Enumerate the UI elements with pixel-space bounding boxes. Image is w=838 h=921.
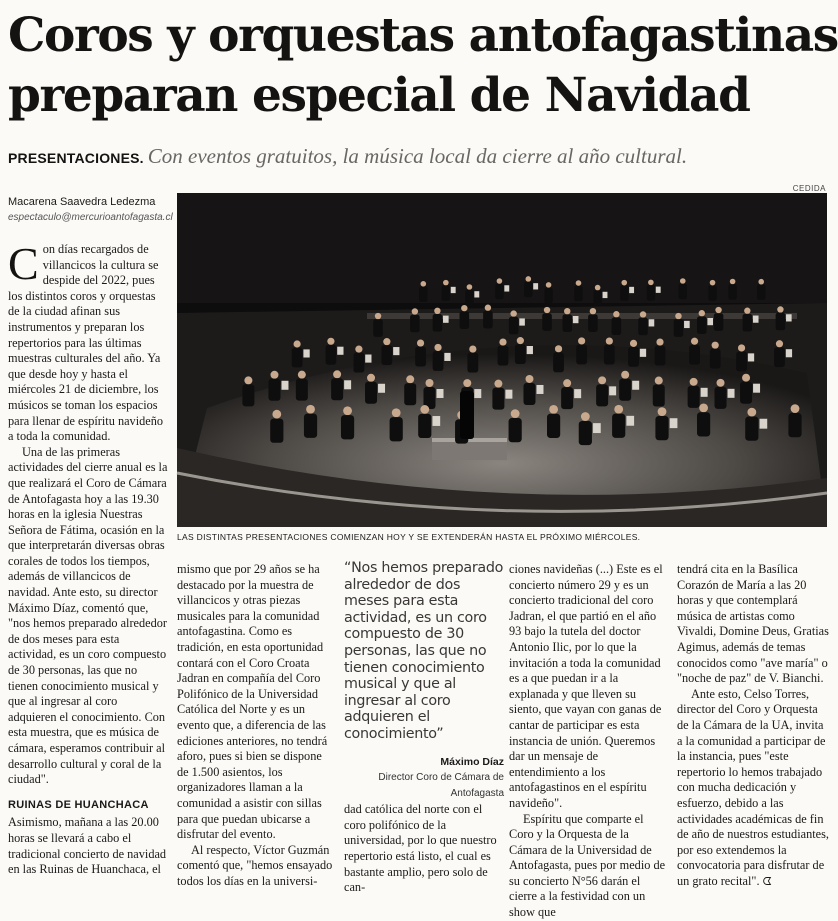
music-stand [451,287,456,293]
musician-body [547,414,560,438]
music-stand [337,347,343,355]
music-stand [649,319,655,326]
musician-body [612,414,625,438]
musician-body [774,347,785,367]
musician-body [326,345,337,365]
musician-head [675,313,681,319]
musician-body [740,382,752,404]
musician-head [576,280,582,286]
musician-body [619,379,631,401]
music-stand [609,386,616,395]
musician-head [244,376,252,384]
photo-credit: CEDIDA [792,184,826,193]
musician-head [412,308,418,314]
intro-text: on días recargados de villancicos la cultura se despide del 2022, pues los distintos coros y orquestas de la ciudad afinan sus instrumentos y preparan los repertorios para las últimas muestras culturales del año. Ya que desde hoy y hasta el miércoles 21 de diciembre, los músicos se toman los espacios para llenar de espíritu navideño a toda la comunidad. [8,242,164,444]
musician-body [483,311,493,329]
musician-body [562,314,572,332]
musician-body [736,352,747,372]
music-stand [536,385,543,394]
musician-head [747,408,756,417]
music-stand [504,285,509,291]
orchestra-photo [177,193,827,527]
musician-head [298,371,306,379]
kicker-label: PRESENTACIONES. [8,150,144,166]
musician-head [469,345,476,352]
musician-body [604,345,615,365]
musician-body [653,385,665,407]
musician-head [710,280,716,286]
music-stand [365,355,371,363]
musician-body [353,353,364,373]
musician-head [690,378,698,386]
music-stand [573,316,579,323]
music-stand [707,318,713,325]
musician-head [590,308,596,314]
musician-body [553,352,564,372]
musician-body [612,317,622,335]
musician-body [523,383,535,405]
musician-body [460,311,470,329]
musician-body [728,284,736,299]
musician-body [674,319,684,337]
end-mark-icon: ᗧ [762,875,772,888]
pull-quote: “Nos hemos preparado alrededor de dos meses para esta actividad, es un coro compuesto de 30 personas, las que no tienen conocimiento musical y que al ingresar al coro adquieren el conocimiento” [344,560,504,742]
musician-body [576,345,587,365]
musician-body [588,314,598,332]
music-stand [626,416,634,426]
musician-body [593,290,601,305]
musician-body [542,313,552,331]
paragraph-col5-2 [677,687,829,891]
musician-head [699,310,705,316]
musician-head [525,375,533,383]
musician-body [697,412,710,436]
musician-body [390,417,403,441]
text-column-5 [677,562,829,890]
music-stand [603,292,608,298]
musician-head [564,308,570,314]
musician-body [776,313,786,331]
musician-head [738,344,745,351]
musician-body [296,379,308,401]
byline-author: Macarena Saavedra Ledezma [8,196,156,208]
paragraph-col2-2: Al respecto, Víctor Guzmán comentó que, "hemos ensayado todos los días en la universi- [177,842,333,888]
musician-head [555,345,562,352]
pull-quote-role-line-2: Antofagasta [450,788,504,800]
musician-body [689,345,700,365]
music-stand [574,389,581,398]
musician-body [688,386,700,408]
musician-head [640,311,646,317]
orchestra-illustration [177,193,827,527]
musician-body [620,285,628,300]
musician-head [510,310,516,316]
musician-head [272,410,281,419]
musician-head [375,313,381,319]
music-stand [786,314,792,321]
musician-body [509,418,522,442]
music-stand [432,416,440,426]
musician-body [433,351,444,371]
pull-quote-role [344,770,504,802]
musician-head [494,380,502,388]
music-stand [527,346,533,354]
musician-head [443,280,449,286]
musician-head [581,412,590,421]
musician-body [304,414,317,438]
musician-body [242,384,254,406]
musician-head [434,344,441,351]
musician-head [293,340,300,347]
musician-body [292,348,303,368]
musician-head [758,279,764,285]
musician-body [442,285,450,300]
musician-body [561,387,573,409]
musician-head [563,379,571,387]
musician-body [574,286,582,301]
music-stand [640,349,646,357]
pull-quote-author: Máximo Díaz [440,755,504,768]
text-column-2 [177,562,335,889]
music-stand [629,287,634,293]
musician-head [744,308,750,314]
music-stand [786,349,792,357]
musician-body [509,317,519,335]
musician-head [630,340,637,347]
music-stand [378,384,385,393]
music-stand [393,347,399,355]
music-stand [593,423,601,433]
paragraph-intro [8,238,168,445]
music-stand [728,389,735,398]
musician-head [680,278,686,284]
paragraph-coro-camara: Una de las primeras actividades del cierre anual es la que realizará el Coro de Cámara de Antofagasta hoy a las 19.30 horas en la iglesia Nuestras Señora de Fátima, ocasión en la que interpretarán diversas obras corales de todos los tiempos, además de villancicos de navidad. Ante esto, su director Máximo Díaz, comentó que, "nos hemos preparado alrededor de dos meses para esta actividad, es un coro compuesto de 30 personas, las que no tienen conocimiento musical y que al ingresar al coro adquieren el conocimiento. Con esta muestra, que es música de cámara, esperamos contribuir al desarrollo cultural y coral de la ciudad". [8,444,168,787]
musician-body [743,314,753,332]
musician-head [270,371,278,379]
musician-body [655,346,666,366]
headline-line-2: preparan especial de Navidad [8,68,750,123]
music-stand [632,381,639,390]
musician-body [498,346,509,366]
musician-body [757,285,765,300]
drop-cap: C [8,238,39,289]
musician-body [404,383,416,405]
photo-caption: LAS DISTINTAS PRESENTACIONES COMIENZAN HOY Y SE EXTENDERÁN HASTA EL PRÓXIMO MIÉRCOLES. [177,532,641,542]
music-stand [303,349,309,357]
musician-head [434,308,440,314]
musician-head [463,379,471,387]
music-stand [760,419,768,429]
musician-body [579,421,592,445]
musician-body [495,284,503,299]
musician-head [355,346,362,353]
music-stand [444,353,450,361]
music-stand [474,389,481,398]
musician-head [715,307,721,313]
music-stand [753,384,760,393]
musician-body [373,319,383,337]
musician-body [596,384,608,406]
text-column-3 [344,560,504,896]
musician-body [465,290,473,305]
music-stand [436,389,443,398]
paragraph-col2-1: mismo que por 29 años se ha destacado por la muestra de villancicos y otras piezas musicales para la comunidad antofagastina. Como es tradición, en esta oportunidad contará con el Coro Croata Jadran en compañía del Coro Polifónico de la Universidad Católica del Norte y es un evento que, a diferencia de las ediciones anteriores, no tendrá aforo, pues si bien se dispone de 1.500 asientos, los organizadores llaman a la comunidad a asistir con sillas para que puedan ubicarse a disfrutar del evento. [177,562,328,842]
section-subhead: RUINAS DE HUANCHACA [8,798,149,811]
subheadline [8,144,828,169]
music-stand [701,388,708,397]
musician-head [417,339,424,346]
musician-body [638,318,648,336]
musician-head [485,305,491,311]
musician-head [343,406,352,415]
musician-head [595,285,601,291]
musician-head [730,279,736,285]
musician-head [656,338,663,345]
music-stand [344,380,351,389]
musician-head [526,276,532,282]
musician-head [691,338,698,345]
musician-body [365,382,377,404]
musician-body [628,347,639,367]
musician-body [710,349,721,369]
pull-quote-role-line-1: Director Coro de Cámara de [378,772,504,784]
musician-head [549,405,558,414]
music-stand [670,418,678,428]
musician-body [697,316,707,334]
musician-body [331,378,343,400]
musician-head [421,281,427,287]
musician-head [699,403,708,412]
musician-body [381,345,392,365]
byline-email: espectaculo@mercurioantofagasta.cl [8,212,173,223]
musician-head [327,338,334,345]
deck-text: Con eventos gratuitos, la música local da cierre al año cultural. [147,144,688,168]
musician-head [367,374,375,382]
musician-body [418,414,431,438]
music-stand [505,390,512,399]
musician-head [648,280,654,286]
musician-head [425,379,433,387]
musician-body [714,313,724,331]
musician-head [546,282,552,288]
paragraph-col5-1: tendrá cita en la Basílica Corazón de María a las 20 horas y que contemplará música de artistas como Vivaldi, Domine Deus, Gratias Agimus, además de temas conocidos como "ave maría" o "noche de paz" de V. Bianchi. [677,562,829,686]
musician-head [621,371,629,379]
musician-head [511,409,520,418]
musician-body [341,415,354,439]
headline-line-1: Coros y orquestas antofagastinas [8,8,838,63]
paragraph-huanchaca: Asimismo, mañana a las 20.00 horas se llevará a cabo el tradicional concierto de navidad en las Ruinas de Huanchaca, el [8,815,167,877]
music-stand [684,321,690,328]
musician-body [745,417,758,441]
musician-head [606,337,613,344]
musician-head [791,404,800,413]
musician-body [270,419,283,443]
musician-body [708,285,716,300]
musician-head [621,280,627,286]
music-stand [519,318,525,325]
musician-head [614,405,623,414]
conductor [460,391,474,439]
paragraph-col3-1: dad católica del norte con el coro polifónico de la universidad, por lo que nuestro repertorio está listo, el cual es bastante amplio, pero solo de can- [344,802,497,895]
musician-head [655,377,663,385]
musician-head [777,306,783,312]
musician-body [647,285,655,300]
musician-body [515,344,526,364]
musician-head [613,311,619,317]
musician-head [598,376,606,384]
paragraph-col4-1: ciones navideñas (...) Este es el concierto número 29 y es un concierto tradicional del coro Jadran, el que partió en el año 93 bajo la tutela del doctor Antonio Ilic, por lo que la invitación a toda la comunidad es a que puedan ir a la explanada y que lleven su siento, que vayan con ganas de cantar de participar es esta instancia de unión. Queremos dar un mensaje de entendimiento a los antofagastinos en el espíritu navideño". [509,562,663,810]
musician-head [420,405,429,414]
musician-body [544,288,552,303]
musician-head [497,278,503,284]
musician-body [410,315,420,333]
musician-body [433,314,443,332]
musician-head [461,305,467,311]
music-stand [656,287,661,293]
musician-head [776,340,783,347]
musician-head [712,342,719,349]
closing-text: Ante esto, Celso Torres, director del Coro y Orquesta de la Cámara de la UA, invita a la comunidad a participar de la instancia, pues "este repertorio lo hemos trabajado con mucha dedicación y esfuerzo, debido a las actividades académicas de fin de año de nuestros estudiantes, por eso extendemos la convocatoria para disfrutar de un grato recital". [677,686,829,888]
musician-head [742,374,750,382]
musician-body [655,416,668,440]
music-stand [443,316,449,323]
musician-head [544,307,550,313]
music-stand [748,353,754,361]
musician-head [658,407,667,416]
text-column-4 [509,562,667,921]
musician-head [499,338,506,345]
musician-body [524,282,532,297]
musician-head [333,370,341,378]
music-stand [474,291,479,297]
musician-head [717,379,725,387]
musician-body [467,353,478,373]
musician-body [788,413,801,437]
musician-body [492,388,504,410]
headline [8,6,838,126]
musician-head [467,284,473,290]
musician-head [383,338,390,345]
musician-head [392,408,401,417]
musician-head [406,375,414,383]
musician-body [679,284,687,299]
musician-body [715,387,727,409]
musician-body [268,379,280,401]
text-column-1 [8,238,168,878]
paragraph-col4-2: Espíritu que comparte el Coro y la Orquesta de la Cámara de la Universidad de Antofagasta, pues por medio de su concierto N°56 darán el cierre a la festividad con un show que [509,811,666,920]
music-stand [753,316,759,323]
music-stand [533,283,538,289]
music-stand [281,381,288,390]
musician-head [517,337,524,344]
musician-body [419,287,427,302]
musician-head [306,405,315,414]
musician-body [415,347,426,367]
musician-head [578,337,585,344]
